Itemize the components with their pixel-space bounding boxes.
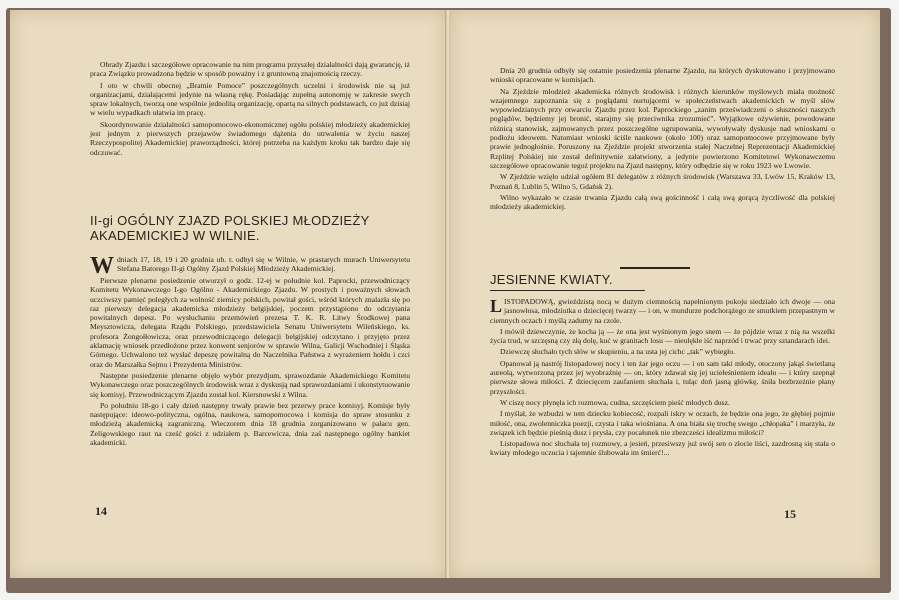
right-story-body: [490, 297, 835, 460]
first-paragraph: [490, 297, 835, 325]
paragraph: I oto w chwili obecnej „Bratnie Pomoce” poszczególnych uczelni i środowisk nie są już organizacjami, działającemi jedynie na własną rękę. Posiadając zupełną autonomję w zakresie swych spraw lokalnych, tworzą one wspólnie jednolitą organizację, opartą na silnych podstawach, co już dzisiaj w wielu wypadkach ułatwia im pracę.: [90, 80, 410, 118]
first-paragraph-text: ISTOPADOWĄ, gwieździstą nocą w dużym ciemnością napełnionym pokoju siedziało ich dwoje — ona jasnowłosa, młodziutka o dziecięcej twarzy — i on, w mundurze podchorążego ze smutkiem przepastnym w ciemnych oczach i myślą zadumy na czole.: [490, 297, 835, 325]
paragraph: Skoordynowanie działalności samopomocowo-ekonomicznej ogółu polskiej młodzieży akademickiej jest jednym z pierwszych przejawów świadomego dążenia do utrwalenia w życiu naszej Rzeczypospolitej Akademickiej praworządności, której potrzeba na każdym kroku tak bardzo daje się odczuwać.: [90, 119, 410, 157]
paragraph: Na Zjeździe młodzież akademicka różnych środowisk i różnych kierunków myślowych miała możność wzajemnego zapoznania się z poglądami nurtującemi w społeczeństwach akademickich w myśl słów wypowiedzianych przy otwarciu Zjazdu przez kol. Paprockiego „zanim przeświadczeni o słuszności naszych poglądów, będziemy jej bronić, starajmy się przeciwnika zrozumieć”. Wyjątkowe ożywienie, powodowane różnicą stanowisk, zajmowanych przez poszczególne ugrupowania, wywoływały dyskusje nad wnioskami o podłożu ideowem. Natomiast wnioski ściśle naukowe (około 100) oraz samopomocowe przyjmowane były prawie jednogłośnie. Poruszony na Zjeździe projekt stworzenia stałej Naczelnej Reprezentacji Akademickiej Rzplitej Polskiej nie został definitywnie załatwiony, a jedynie powierzono Komitetowi Wykonawczemu szczegółowe opracowanie tegoż projektu na Zjazd następny, który odbędzie się w roku 1923 we Lwowie.: [490, 86, 835, 170]
left-intro: [90, 60, 410, 159]
right-article-end: [490, 66, 835, 213]
page-number-left: 14: [95, 504, 107, 518]
paragraph: Dziewczę słuchało tych słów w skupieniu, a na usta jej cichc „tak” wybiegło.: [500, 347, 735, 357]
paragraph: Obrady Zjazdu i szczegółowe opracowanie na nim programu przyszłej działalności dają gwarancję, iż praca Związku prowadzona będzie w sposób poważny i z gruntowną znajomością rzeczy.: [90, 60, 410, 79]
heading-underline: [490, 290, 645, 291]
right-page: [450, 10, 880, 578]
paragraph: Wilno wykazało w czasie trwania Zjazdu całą swą gościnność i całą swą gorącą życzliwość dla polskiej młodzieży akademickiej.: [490, 192, 835, 212]
paragraph: Listopadowa noc słuchała tej rozmowy, a jesień, przesiwszy już swój sen o złocie liści, zazdrosną się stała o kwiaty młodego uczucia i tajemnie ślubowała im śmierć!...: [490, 439, 835, 458]
paragraph: Pierwsze plenarne posiedzenie otworzył o godz. 12-ej w południe kol. Paprocki, przewodniczący Komitetu Wykonawczego I-go Ogólno - Akademickiego Zjazdu. W prostych i poważnych słowach uczciwszy pamięć poległych za wolność ziemicy polskich, powitał gości, wśród których znalazła się po raz pierwszy delegacja akademicka młodzieży belgijskiej, poczem przystąpiono do odczytania powitalnych depesz. Po wysłuchaniu przemówień prezesa T. K. R. Litwy Środkowej pana Meysztowicza, delegata Rządu Polskiego, przedstawiciela Senatu Uniwersytetu Wileńskiego, ks. profesora Żongołłowicza, oraz przewodniczącego delegacji belgijskiej odczytano i przyjęto przez aklamację wniosek przedłożone przez konwent senjorów w sprawie Wilna, Galicji Wschodniej i Śląska Górnego. Uchwalono też wysłać depeszę powitalną do Naczelnika Państwa z wyrażeniem hołdu i czci oraz do Marszałka Sejmu i Prezydenta Ministrów.: [90, 276, 410, 369]
page-number-right: 15: [784, 507, 796, 521]
first-paragraph-text: dniach 17, 18, 19 i 20 grudnia ub. r. odbył się w Wilnie, w prastarych murach Uniwersytetu Stefana Batorego II-gi Ogólny Zjazd Polskiej Młodzieży Akademickiej.: [117, 255, 410, 274]
paragraph: W ciszę nocy płynęła ich rozmowa, cudna, szczęściem pieść młodych dusz.: [500, 397, 730, 407]
article-heading: II-gi OGÓLNY ZJAZD POLSKIEJ MŁODZIEŻY AKADEMICKIEJ W WILNIE.: [90, 213, 370, 243]
left-page: [10, 10, 448, 578]
paragraph: Następne posiedzenie plenarne objęło wybór prezydjum, sprawozdanie Akademickiego Komitetu Wykonawczego oraz poszczególnych środowisk wraz z dyskusją nad sprawozdaniami i ukonstytuowanie się komisyj. Przewodniczącym Zjazdu został kol. Kiersnowski z Wilna.: [90, 370, 410, 399]
drop-cap: L: [490, 296, 503, 316]
story-heading: JESIENNE KWIATY.: [490, 272, 613, 287]
paragraph: Opanował ją nastrój listopadowej nocy i ten żar jego oczu — i on sam taki młody, otoczony jakąś świetlaną aureolą, wytworzoną przez jej wyobraźnię — on, który zdawał się jej uciełeśnieniem ideału — i który szepnął pierwsze słowa miłości. Z dziecięcem zaufaniem słuchała i, tuląc doń jasną główkę, śniła bezbrzeżnie płany przyszłości.: [490, 358, 835, 396]
left-article-body: [90, 255, 410, 449]
paragraph: I mówił dziewczynie, że kocha ją — że ona jest wyśnionym jego snem — że pójdzie wraz z nią na wszelki życia trud, w szczęsną czy złą dolę, kuć w granitach losu — nieulękle iść naprzód i trwać przy sztandarach idei.: [490, 326, 835, 346]
first-paragraph: [90, 253, 410, 279]
paragraph: Dnia 20 grudnia odbyły się ostatnie posiedzenia plenarne Zjazdu, na których dyskutowano i przyjmowano wnioski opracowane w komisjach.: [490, 66, 835, 85]
paragraph: W Zjeździe wzięło udział ogółem 81 delegatów z różnych środowisk (Warszawa 33, Lwów 15, Kraków 13, Poznań 8, Lublin 5, Wilno 5, Gdańsk 2).: [490, 172, 835, 191]
drop-cap: W: [90, 253, 114, 279]
paragraph: I myślał, że wzbudzi w tem dziecku kobiecość, rozpali iskry w oczach, że będzie ona jego, że głębiej pojmie miłość, ona, zwolenniczka poezji, czysta i taka wiośniana. A ona biała się trochę swego „chłopaka” i marzyła, że związek ich będzie pieśnią dusz i prysła, czy pocałunek nie zbezcześci idealizmu miłości?: [490, 409, 835, 437]
paragraph: Po południu 18-go i cały dzień następny trwały prawie bez przerwy prace komisyj. Komisje były następujące: ideowo-polityczna, ogólna, naukowa, samopomocowa i komisja do spraw stosunku z młodzieżą akademicką zagraniczną. Wieczorem dnia 18 grudnia zorganizowano w pałacu gen. Żeligowskiego raut na cześć gości z udziałem p. Barcewicza, dnia zaś następnego ogólny bankiet akademicki.: [90, 400, 410, 448]
section-separator: [620, 267, 690, 269]
